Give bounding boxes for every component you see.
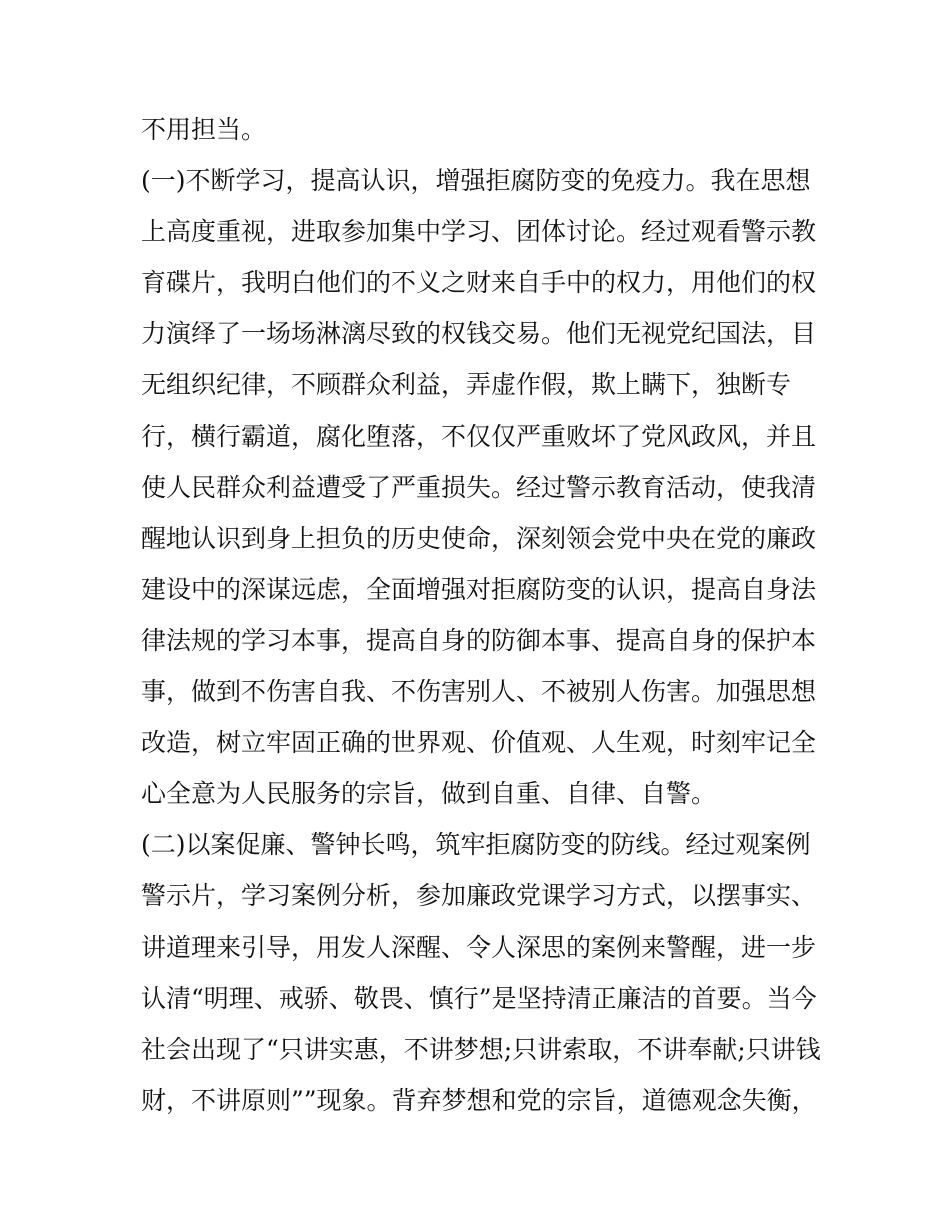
text-line: 力演绎了一场场淋漓尽致的权钱交易。他们无视党纪国法，目 bbox=[141, 319, 817, 349]
text-line: 行，横行霸道，腐化堕落，不仅仅严重败坏了党风政风，并且 bbox=[141, 421, 817, 451]
text-line: 不用担当。 bbox=[141, 115, 267, 144]
text-line: (二)以案促廉、警钟长鸣，筑牢拒腐防变的防线。经过观案例 bbox=[141, 830, 811, 860]
text-line: 使人民群众利益遭受了严重损失。经过警示教育活动，使我清 bbox=[141, 472, 817, 502]
text-line: 认清“明理、戒骄、敬畏、慎行”是坚持清正廉洁的首要。当今 bbox=[141, 983, 817, 1013]
text-line: 社会出现了“只讲实惠，不讲梦想;只讲索取，不讲奉献;只讲钱 bbox=[141, 1034, 821, 1064]
text-line: 事，做到不伤害自我、不伤害别人、不被别人伤害。加强思想 bbox=[141, 677, 817, 707]
text-line: 财，不讲原则””现象。背弃梦想和党的宗旨，道德观念失衡， bbox=[141, 1085, 817, 1115]
text-line: 心全意为人民服务的宗旨，做到自重、自律、自警。 bbox=[141, 779, 717, 809]
text-line: 警示片，学习案例分析，参加廉政党课学习方式，以摆事实、 bbox=[141, 881, 817, 911]
body-text bbox=[141, 108, 821, 1130]
text-line: 醒地认识到身上担负的历史使命，深刻领会党中央在党的廉政 bbox=[141, 523, 817, 553]
text-line: 律法规的学习本事，提高自身的防御本事、提高自身的保护本 bbox=[141, 625, 817, 655]
text-line: 育碟片，我明白他们的不义之财来自手中的权力，用他们的权 bbox=[141, 268, 817, 298]
text-line: 建设中的深谋远虑，全面增强对拒腐防变的认识，提高自身法 bbox=[141, 574, 817, 604]
text-line: 讲道理来引导，用发人深醒、令人深思的案例来警醒，进一步 bbox=[141, 932, 817, 962]
text-line: (一)不断学习，提高认识，增强拒腐防变的免疫力。我在思想 bbox=[141, 166, 811, 196]
text-line: 无组织纪律，不顾群众利益，弄虚作假，欺上瞒下，独断专 bbox=[141, 370, 792, 400]
text-line: 改造，树立牢固正确的世界观、价值观、人生观，时刻牢记全 bbox=[141, 728, 817, 758]
text-line: 上高度重视，进取参加集中学习、团体讨论。经过观看警示教 bbox=[141, 217, 817, 247]
